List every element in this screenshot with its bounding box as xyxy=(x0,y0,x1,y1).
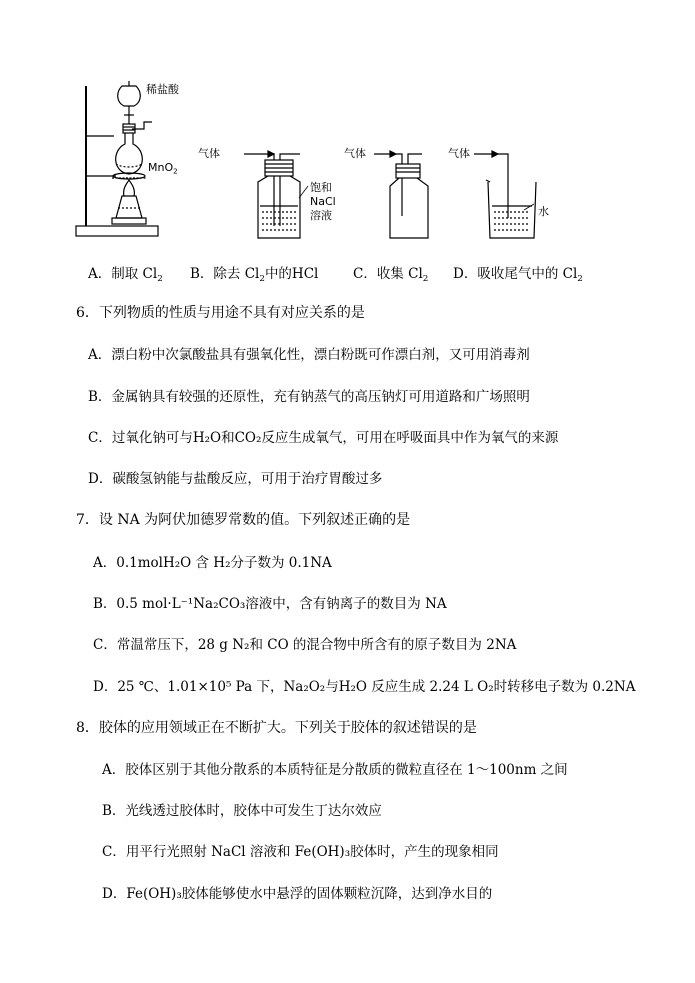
q6-stem: 6．下列物质的性质与用途不具有对应关系的是 xyxy=(76,305,365,321)
q8-option-d: D．Fe(OH)₃胶体能够使水中悬浮的固体颗粒沉降，达到净水目的 xyxy=(102,886,493,902)
q6-option-a: A．漂白粉中次氯酸盐具有强氧化性，漂白粉既可作漂白剂，又可用消毒剂 xyxy=(88,347,530,363)
label-gas-c: 气体 xyxy=(344,147,366,160)
q6-option-b: B．金属钠具有较强的还原性，充有钠蒸气的高压钠灯可用道路和广场照明 xyxy=(88,389,530,405)
q7-option-c: C．常温常压下，28 g N₂和 CO 的混合物中所含有的原子数目为 2NA xyxy=(93,637,517,653)
q7-option-b: B．0.5 mol·L⁻¹Na₂CO₃溶液中，含有钠离子的数目为 NA xyxy=(93,596,447,612)
q5-option-d: D．吸收尾气中的 $Cl_2$ xyxy=(453,266,583,285)
figure-d-beaker xyxy=(474,151,536,238)
q5-options xyxy=(0,262,695,285)
q5-option-c: C．收集 $Cl_2$ xyxy=(353,266,429,285)
label-water: 水 xyxy=(538,205,549,218)
label-gas-d: 气体 xyxy=(448,147,470,160)
q6-option-c: C．过氧化钠可与H₂O和CO₂反应生成氧气，可用在呼吸面具中作为氧气的来源 xyxy=(88,430,559,446)
q7-stem: 7．设 NA 为阿伏加德罗常数的值。下列叙述正确的是 xyxy=(76,512,411,528)
q5-option-a: A．制取 $Cl_2$ xyxy=(88,266,163,285)
q7-option-d: D．25 ℃、1.01×10⁵ Pa 下，Na₂O₂与H₂O 反应生成 2.24 L O₂时转移电子数为 0.2NA xyxy=(93,679,636,695)
label-dilute-hcl: 稀盐酸 xyxy=(146,83,179,96)
q8-stem: 8．胶体的应用领域正在不断扩大。下列关于胶体的叙述错误的是 xyxy=(76,720,477,736)
figure-a-generator xyxy=(76,81,158,236)
q6-option-d: D．碳酸氢钠能与盐酸反应，可用于治疗胃酸过多 xyxy=(88,471,383,487)
label-saturated: 饱和 xyxy=(310,181,332,194)
label-solution: 溶液 xyxy=(310,209,332,222)
apparatus-figures xyxy=(72,78,632,248)
q7-option-a: A．0.1molH₂O 含 H₂分子数为 0.1NA xyxy=(93,555,332,571)
q8-option-c: C．用平行光照射 NaCl 溶液和 Fe(OH)₃胶体时，产生的现象相同 xyxy=(102,844,499,860)
q8-option-b: B．光线透过胶体时，胶体中可发生丁达尔效应 xyxy=(102,803,382,819)
figure-b-wash-bottle xyxy=(244,151,308,238)
figure-c-collecting-bottle xyxy=(374,151,428,238)
label-gas-b: 气体 xyxy=(198,147,220,160)
q5-option-b: B．除去 $Cl_2$中的HCl xyxy=(190,266,319,285)
label-nacl: NaCl xyxy=(310,195,336,208)
q8-option-a: A．胶体区别于其他分散系的本质特征是分散质的微粒直径在 1～100nm 之间 xyxy=(102,762,568,778)
label-mno2: MnO$_2$ xyxy=(148,161,178,176)
